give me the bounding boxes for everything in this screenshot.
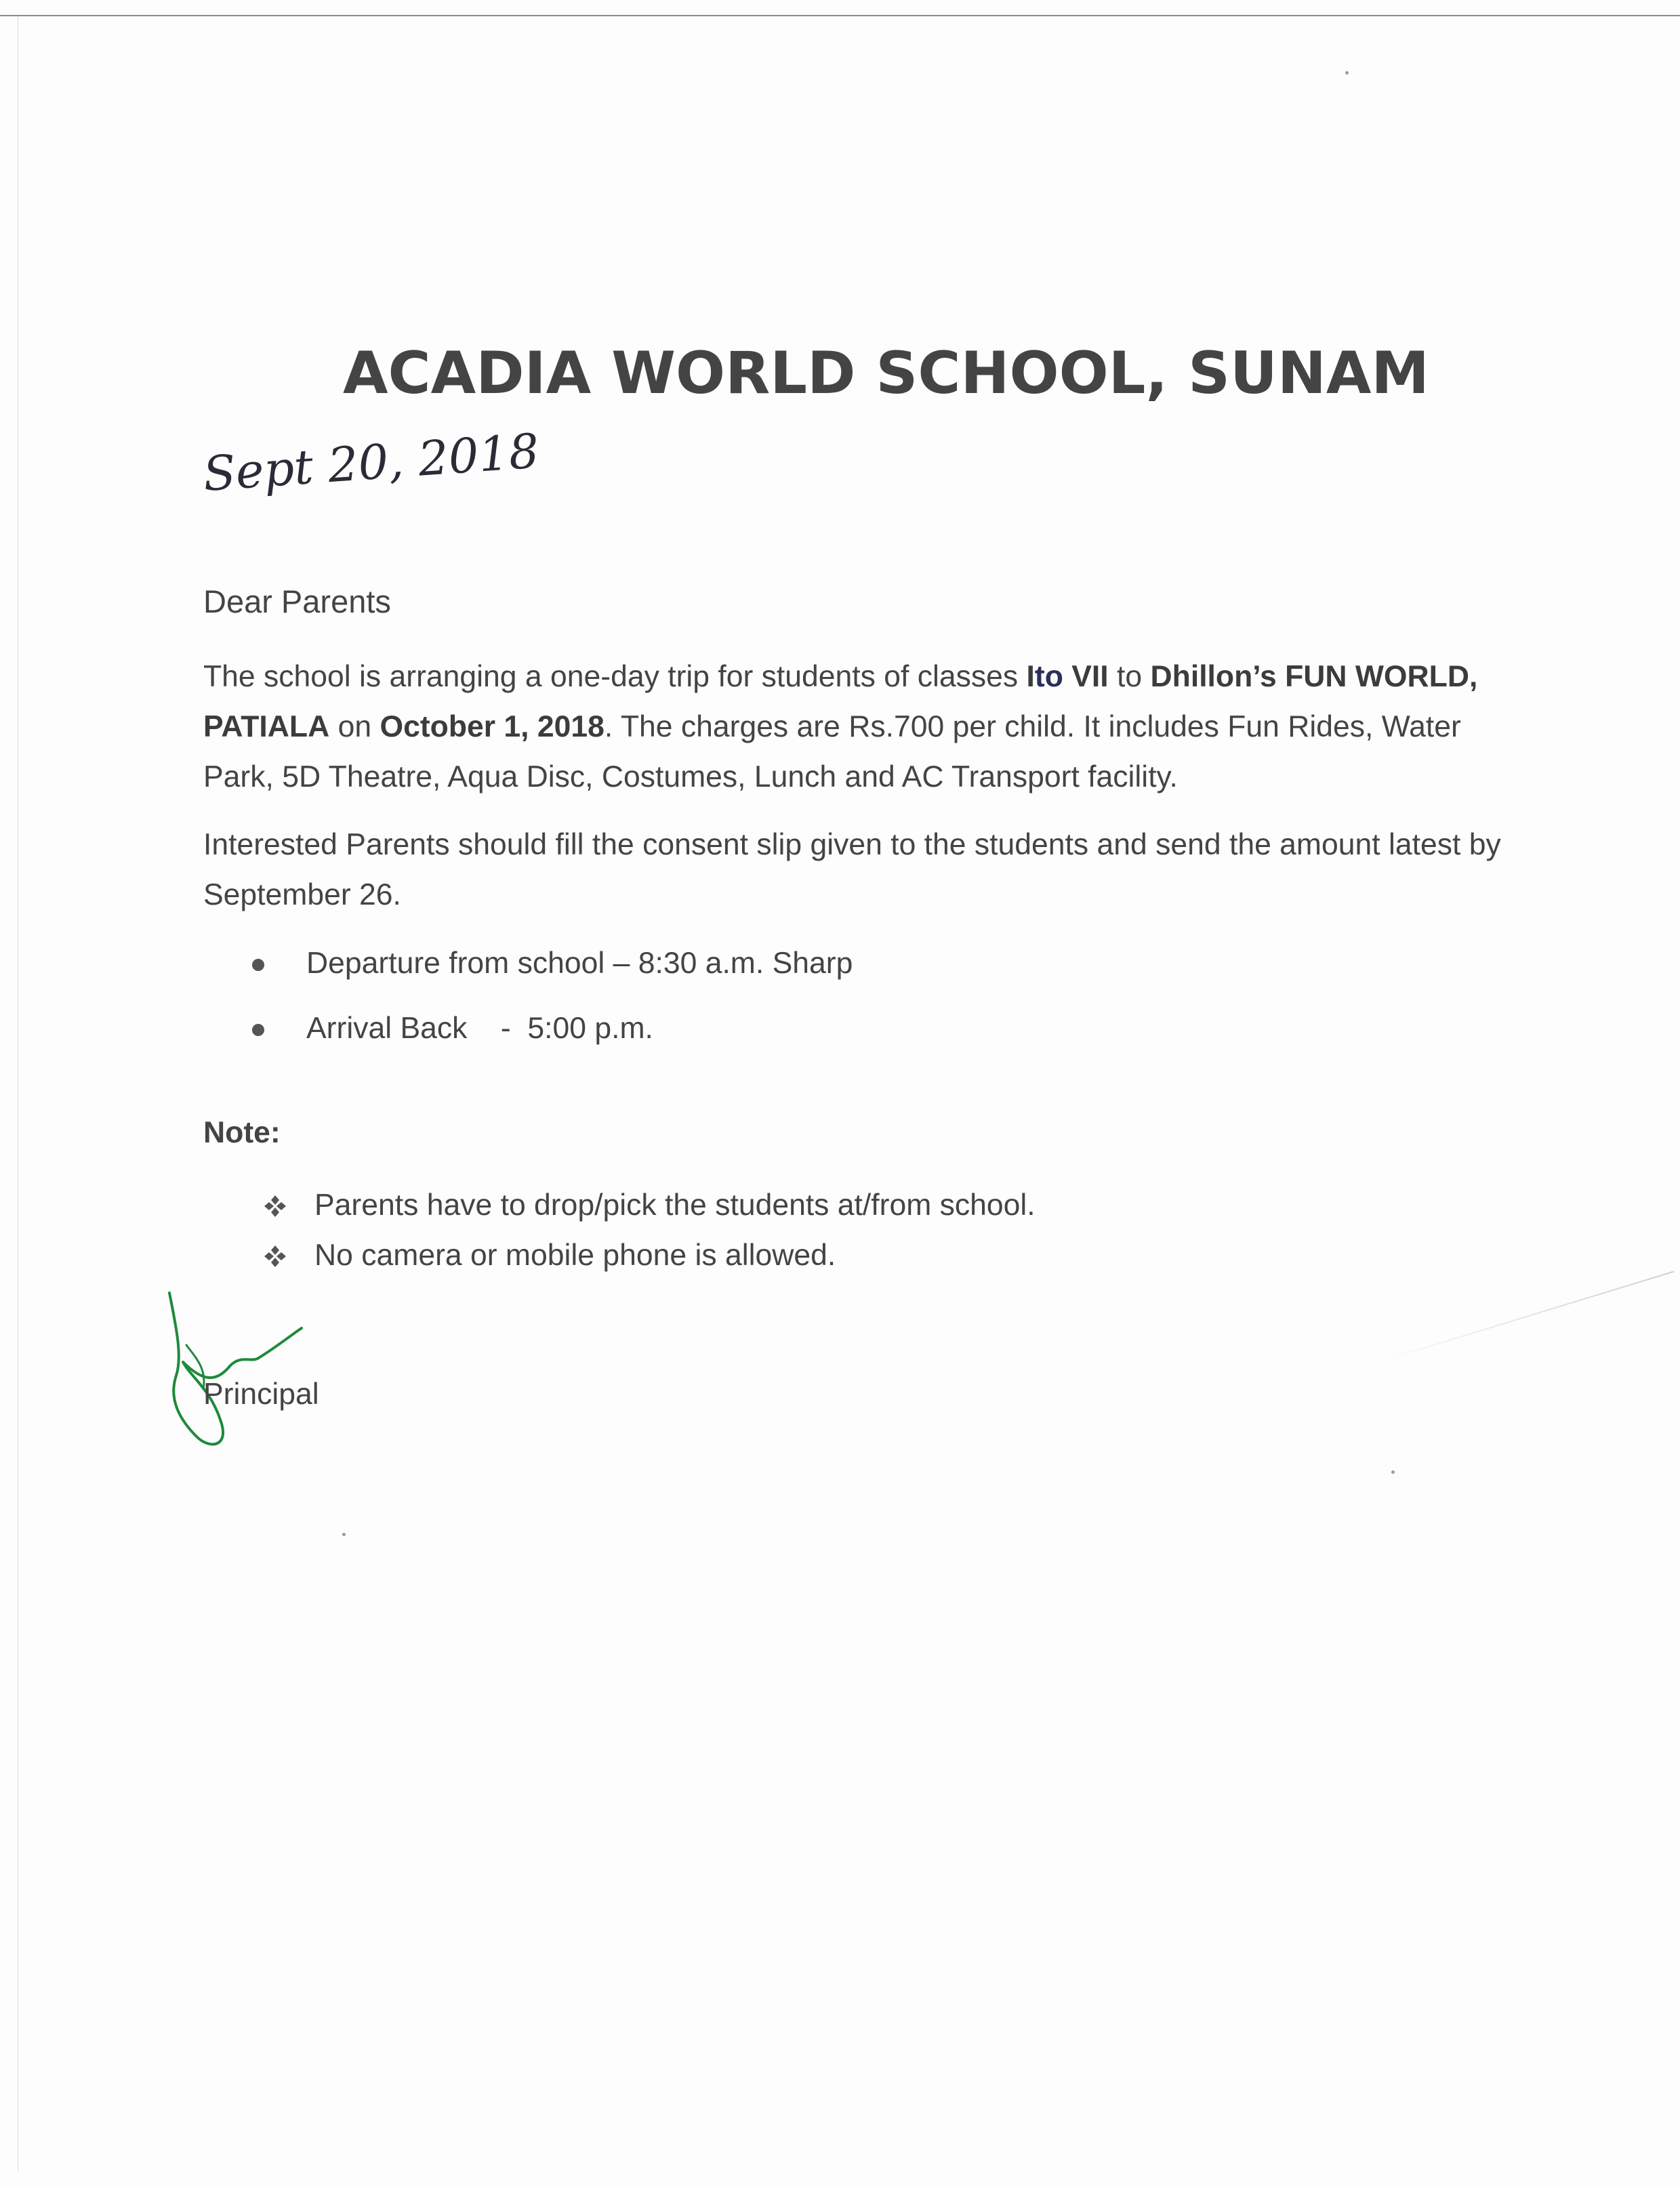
- notes-list: [263, 1180, 1036, 1281]
- trip-announcement-paragraph: The school is arranging a one-day trip for students of classes Ito VII to Dhillon’s FUN WORLD, PATIALA on October 1, 2018. The charges are Rs.700 per child. It includes Fun Rides, Water Park, 5D Theatre, Aqua Disc, Costumes, Lunch and AC Transport facility.: [203, 660, 1478, 793]
- schedule-item-arrival: Arrival Back - 5:00 p.m.: [251, 1005, 853, 1070]
- schedule-item-departure: Departure from school – 8:30 a.m. Sharp: [251, 940, 853, 1005]
- four-diamond-icon: [263, 1194, 287, 1218]
- handwritten-date: Sept 20, 2018: [201, 423, 541, 502]
- speck: [1345, 71, 1349, 75]
- signoff-principal: Principal: [203, 1378, 319, 1411]
- signature-icon: [156, 1281, 312, 1457]
- speck: [342, 1533, 346, 1536]
- note-item: Parents have to drop/pick the students at/from school.: [263, 1180, 1036, 1231]
- speck: [1391, 1470, 1395, 1474]
- class-range-to-handwritten: to: [1034, 660, 1063, 693]
- note-label: Note:: [203, 1116, 281, 1149]
- salutation: Dear Parents: [203, 583, 391, 619]
- trip-date: October 1, 2018: [380, 710, 605, 743]
- trip-destination: Dhillon’s FUN WORLD, PATIALA: [203, 660, 1478, 743]
- schedule-list: [251, 940, 853, 1070]
- filled-circle-icon: [252, 1024, 264, 1036]
- four-diamond-icon: [263, 1244, 287, 1268]
- school-name: ACADIA WORLD SCHOOL, SUNAM: [343, 339, 1429, 407]
- filled-circle-icon: [252, 959, 264, 971]
- scan-edge-top: [0, 15, 1680, 16]
- note-item: No camera or mobile phone is allowed.: [263, 1231, 1036, 1281]
- consent-paragraph: Interested Parents should fill the consent slip given to the students and send the amount latest by September 26.: [203, 828, 1501, 911]
- paper-fold-mark: [1376, 1271, 1674, 1363]
- class-range-end: VII: [1063, 660, 1109, 693]
- class-range-start: I: [1026, 660, 1035, 693]
